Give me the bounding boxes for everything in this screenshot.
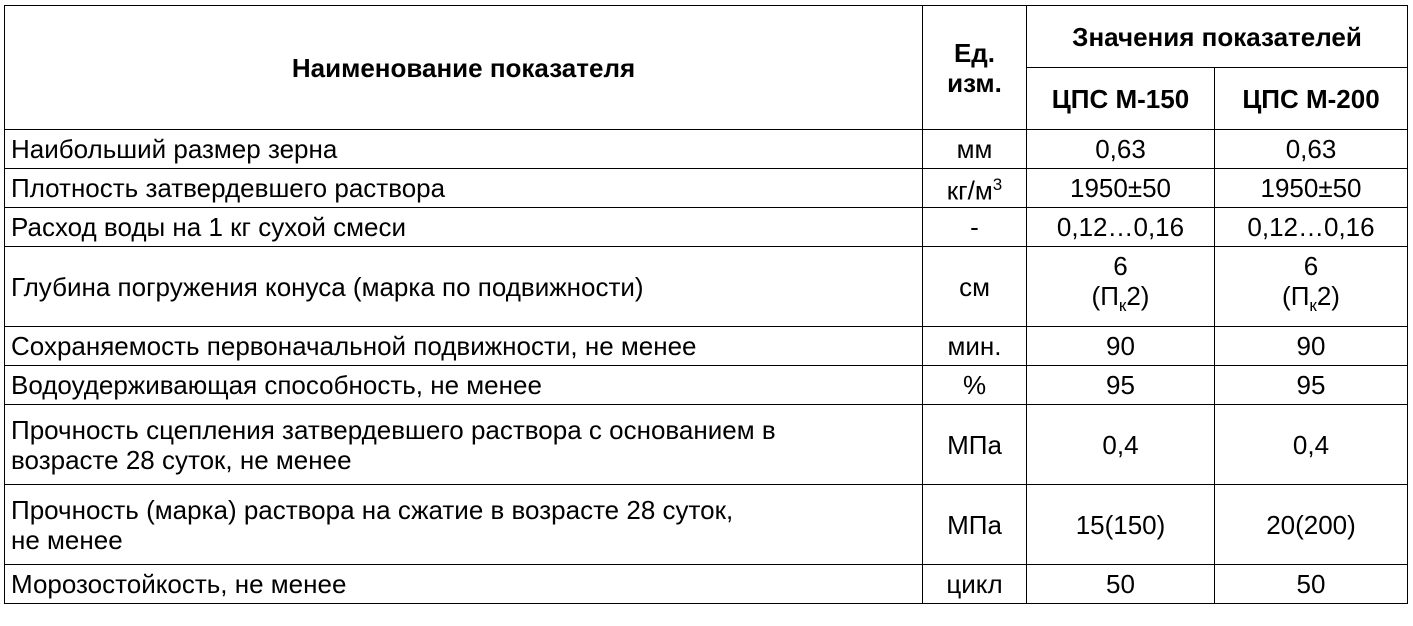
row-unit-superscript: 3 <box>992 175 1003 195</box>
row-value-m200: 95 <box>1215 366 1408 405</box>
row-name <box>5 485 923 565</box>
specifications-table <box>4 5 1408 604</box>
row-name <box>5 208 923 247</box>
row-name-text: Водоудерживающая способность, не менее <box>11 370 542 400</box>
row-value-mark-prefix: (П <box>1282 281 1310 312</box>
row-name-line1: Прочность (марка) раствора на сжатие в возрасте 28 суток, <box>11 494 734 525</box>
row-value-m200: 0,63 <box>1215 130 1408 169</box>
table-row <box>5 405 1408 485</box>
table-row <box>5 565 1408 604</box>
row-unit: мм <box>923 130 1027 169</box>
row-value-m200: 0,12…0,16 <box>1215 208 1408 247</box>
table-row <box>5 485 1408 565</box>
header-unit <box>923 6 1027 130</box>
row-value-mark-suffix: 2) <box>1126 281 1150 312</box>
header-col-m200: ЦПС М-200 <box>1215 68 1408 130</box>
row-unit: мин. <box>923 327 1027 366</box>
header-unit-line1: Ед. <box>953 37 996 68</box>
row-name-text: Сохраняемость первоначальной подвижности, не менее <box>11 331 697 361</box>
row-name-line2: возрасте 28 суток, не менее <box>11 444 352 475</box>
row-value-m150: 1950±50 <box>1027 169 1215 208</box>
table-row <box>5 208 1408 247</box>
row-unit: МПа <box>923 485 1027 565</box>
row-value-m200: 20(200) <box>1215 485 1408 565</box>
row-unit: МПа <box>923 405 1027 485</box>
row-value-m150: 50 <box>1027 565 1215 604</box>
row-value-mark-subscript: к <box>1118 296 1127 316</box>
table-row <box>5 130 1408 169</box>
row-name-text: Наибольший размер зерна <box>11 134 338 164</box>
table-row <box>5 169 1408 208</box>
table-row <box>5 247 1408 327</box>
header-row-top <box>5 6 1408 68</box>
row-unit: цикл <box>923 565 1027 604</box>
row-name <box>5 327 923 366</box>
row-value-m150: 90 <box>1027 327 1215 366</box>
row-name-line1: Прочность сцепления затвердевшего раствора с основанием в <box>11 414 776 445</box>
row-value-m150: 15(150) <box>1027 485 1215 565</box>
row-unit: см <box>923 247 1027 327</box>
row-value-m150 <box>1027 247 1215 327</box>
row-value-line2 <box>1221 281 1401 321</box>
row-name-text: Глубина погружения конуса (марка по подвижности) <box>11 271 644 302</box>
row-value-m150: 0,4 <box>1027 405 1215 485</box>
row-value-m150: 95 <box>1027 366 1215 405</box>
row-value-m150: 0,12…0,16 <box>1027 208 1215 247</box>
row-value-m200: 1950±50 <box>1215 169 1408 208</box>
row-name-text: Плотность затвердевшего раствора <box>11 173 446 203</box>
row-value-line2 <box>1033 281 1208 321</box>
row-name <box>5 130 923 169</box>
row-name <box>5 169 923 208</box>
row-name <box>5 405 923 485</box>
row-unit: % <box>923 366 1027 405</box>
header-col-m150: ЦПС М-150 <box>1027 68 1215 130</box>
row-value-mark-prefix: (П <box>1091 281 1119 312</box>
row-value-m200: 90 <box>1215 327 1408 366</box>
row-unit: - <box>923 208 1027 247</box>
table-row <box>5 366 1408 405</box>
header-values-group: Значения показателей <box>1027 6 1408 68</box>
row-value-m150: 0,63 <box>1027 130 1215 169</box>
row-value-line1: 6 <box>1303 251 1319 282</box>
row-name-text: Расход воды на 1 кг сухой смеси <box>11 212 407 242</box>
table-row <box>5 327 1408 366</box>
row-value-mark-suffix: 2) <box>1316 281 1340 312</box>
row-unit <box>923 169 1027 208</box>
row-value-line1: 6 <box>1113 251 1128 282</box>
row-value-m200: 50 <box>1215 565 1408 604</box>
row-value-m200 <box>1215 247 1408 327</box>
row-value-m200: 0,4 <box>1215 405 1408 485</box>
row-name <box>5 247 923 327</box>
row-name <box>5 565 923 604</box>
header-unit-line2: изм. <box>947 67 1002 98</box>
row-value-mark-subscript: к <box>1309 296 1317 316</box>
row-name-text: Морозостойкость, не менее <box>11 569 347 599</box>
header-name: Наименование показателя <box>5 6 923 130</box>
row-name <box>5 366 923 405</box>
row-unit-text: кг/м <box>946 175 993 206</box>
row-name-line2: не менее <box>11 524 123 555</box>
